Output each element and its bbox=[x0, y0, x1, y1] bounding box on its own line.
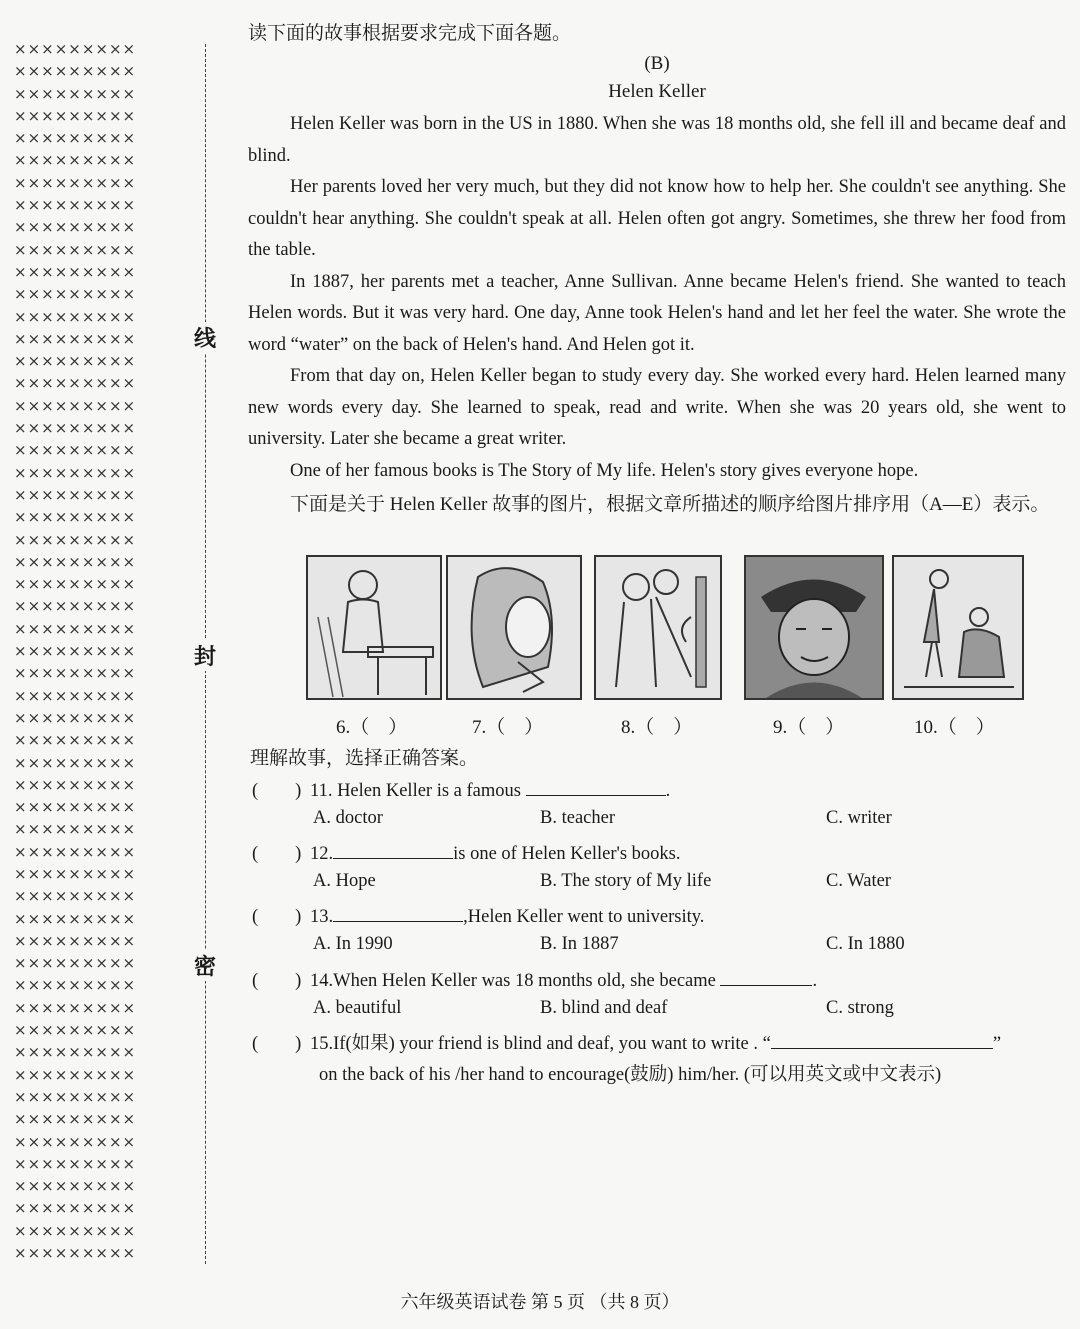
answer-paren-11[interactable]: ( ) bbox=[252, 781, 302, 801]
answer-blank-11[interactable] bbox=[526, 779, 666, 796]
family-scene-picture bbox=[892, 555, 1024, 700]
q13-option-c[interactable]: C. In 1880 bbox=[826, 934, 905, 954]
question-11: ( ) 11. Helen Keller is a famous . bbox=[252, 776, 670, 802]
q12-option-a[interactable]: A. Hope bbox=[313, 871, 376, 891]
answer-blank-13[interactable] bbox=[333, 905, 463, 922]
girl-at-desk-picture bbox=[306, 555, 442, 700]
paragraph-5: One of her famous books is The Story of My life. Helen's story gives everyone hope. bbox=[290, 460, 919, 481]
binding-char-feng: 封 bbox=[190, 640, 220, 671]
question-15: ( ) 15.If(如果) your friend is blind and deaf, you want to write . “ ” bbox=[252, 1029, 1001, 1055]
q13-option-a[interactable]: A. In 1990 bbox=[313, 934, 393, 954]
binding-char-mi: 密 bbox=[190, 950, 220, 981]
picture-row bbox=[306, 555, 1022, 698]
girl-profile-picture bbox=[446, 555, 582, 700]
paragraph-4: From that day on, Helen Keller began to study every day. She worked every hard. Helen learned many new words every day. She learned to speak, read and write. When she was 20 years old, she went to university. Later she became a great writer. bbox=[248, 366, 1066, 449]
answer-blank-14[interactable] bbox=[720, 969, 812, 986]
answer-paren-15[interactable]: ( ) bbox=[252, 1034, 302, 1054]
q12-option-c[interactable]: C. Water bbox=[826, 871, 891, 891]
question-14: ( ) 14.When Helen Keller was 18 months old, she became . bbox=[252, 966, 817, 992]
section2-title: 理解故事，选择正确答案。 bbox=[250, 748, 479, 769]
answer-paren-12[interactable]: ( ) bbox=[252, 844, 302, 864]
q11-option-a[interactable]: A. doctor bbox=[313, 808, 383, 828]
picture-label-9[interactable]: 9.（ ） bbox=[773, 717, 845, 738]
q11-option-b[interactable]: B. teacher bbox=[540, 808, 615, 828]
q11-option-c[interactable]: C. writer bbox=[826, 808, 892, 828]
question-15-line2: on the back of his /her hand to encourage(鼓励) him/her. (可以用英文或中文表示) bbox=[319, 1065, 942, 1085]
q14-option-b[interactable]: B. blind and deaf bbox=[540, 998, 668, 1018]
picture-label-10[interactable]: 10.（ ） bbox=[914, 717, 995, 738]
answer-paren-13[interactable]: ( ) bbox=[252, 907, 302, 927]
instruction: 读下面的故事根据要求完成下面各题。 bbox=[248, 23, 572, 44]
paragraph-1: Helen Keller was born in the US in 1880. When she was 18 months old, she fell ill and became deaf and blind. bbox=[248, 114, 1066, 166]
q13-option-b[interactable]: B. In 1887 bbox=[540, 934, 619, 954]
margin-x-pattern: ××××××××× ××××××××× ××××××××× ××××××××× ××××××××× ××××××××× ××××××××× ××××××××× ××××××××× ××××××××× ××××××××× ××××××××× ××××××××× ××××××××× ××××××××× ××××××××× ××××××××× ××××××××× ××××××××× ××××××××× ××××××××× ××××××××× ××××××××× ××××××××× ××××××××× ××××××××× ××××××××× ××××××××× ××××××××× ××××××××× ××××××××× ××××××××× ××××××××× ××××××××× ××××××××× ××××××××× ××××××××× ××××××××× ××××××××× ××××××××× ××××××××× ××××××××× ××××××××× ××××××××× ××××××××× ××××××××× ××××××××× ××××××××× ××××××××× ××××××××× ××××××××× ××××××××× ××××××××× ××××××××× ××××××××× bbox=[14, 40, 137, 1263]
question-13: ( ) 13. ,Helen Keller went to university. bbox=[252, 902, 704, 928]
picture-label-7[interactable]: 7.（ ） bbox=[472, 717, 544, 738]
q14-option-a[interactable]: A. beautiful bbox=[313, 998, 402, 1018]
q14-option-c[interactable]: C. strong bbox=[826, 998, 894, 1018]
paragraph-2: Her parents loved her very much, but they did not know how to help her. She couldn't see anything. She couldn't hear anything. She couldn't speak at all. Helen often got angry. Sometimes, she threw her food from the table. bbox=[248, 177, 1066, 260]
answer-paren-14[interactable]: ( ) bbox=[252, 971, 302, 991]
question-12: ( ) 12. is one of Helen Keller's books. bbox=[252, 839, 680, 865]
story-title: Helen Keller bbox=[608, 81, 706, 102]
picture-label-6[interactable]: 6.（ ） bbox=[336, 717, 408, 738]
page-footer: 六年级英语试卷 第 5 页 （共 8 页） bbox=[400, 1292, 680, 1312]
picture-label-8[interactable]: 8.（ ） bbox=[621, 717, 693, 738]
answer-blank-12[interactable] bbox=[333, 842, 453, 859]
picture-task: 下面是关于 Helen Keller 故事的图片，根据文章所描述的顺序给图片排序用（A—E）表示。 bbox=[290, 494, 1050, 515]
woman-portrait-picture bbox=[744, 555, 884, 700]
teacher-and-girl-at-pump-picture bbox=[594, 555, 722, 700]
paragraph-3: In 1887, her parents met a teacher, Anne Sullivan. Anne became Helen's friend. She wanted to teach Helen words. But it was very hard. One day, Anne took Helen's hand and let her feel the water. She wrote the word “water” on the back of Helen's hand. And Helen got it. bbox=[248, 271, 1066, 355]
binding-char-xian: 线 bbox=[190, 322, 220, 353]
reading-passage bbox=[248, 14, 1066, 521]
section-label: (B) bbox=[644, 53, 670, 74]
answer-blank-15[interactable] bbox=[771, 1032, 993, 1049]
q12-option-b[interactable]: B. The story of My life bbox=[540, 871, 712, 891]
